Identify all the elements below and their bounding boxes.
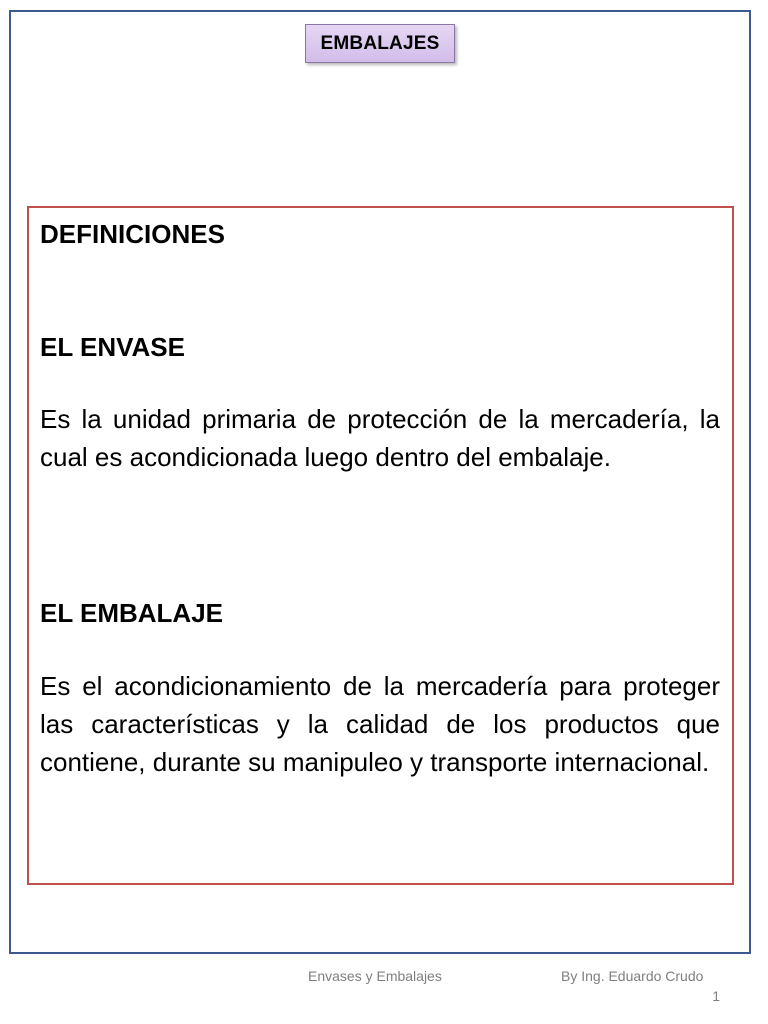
footer-document-title: Envases y Embalajes <box>308 968 442 984</box>
footer-author: By Ing. Eduardo Crudo <box>561 968 704 984</box>
definitions-box <box>27 206 734 885</box>
envase-heading: EL ENVASE <box>40 332 185 362</box>
envase-definition: Es la unidad primaria de protección de la mercadería, la cual es acondicionada luego dentro del embalaje. <box>40 404 720 472</box>
page-title: EMBALAJES <box>320 32 440 54</box>
embalaje-definition: Es el acondicionamiento de la mercadería para proteger las características y la calidad de los productos que contiene, durante su manipuleo y transporte internacional. <box>40 671 720 777</box>
footer-page-number: 1 <box>712 988 720 1004</box>
definitions-heading: DEFINICIONES <box>40 219 225 249</box>
title-box <box>305 24 455 63</box>
embalaje-heading: EL EMBALAJE <box>40 598 223 628</box>
